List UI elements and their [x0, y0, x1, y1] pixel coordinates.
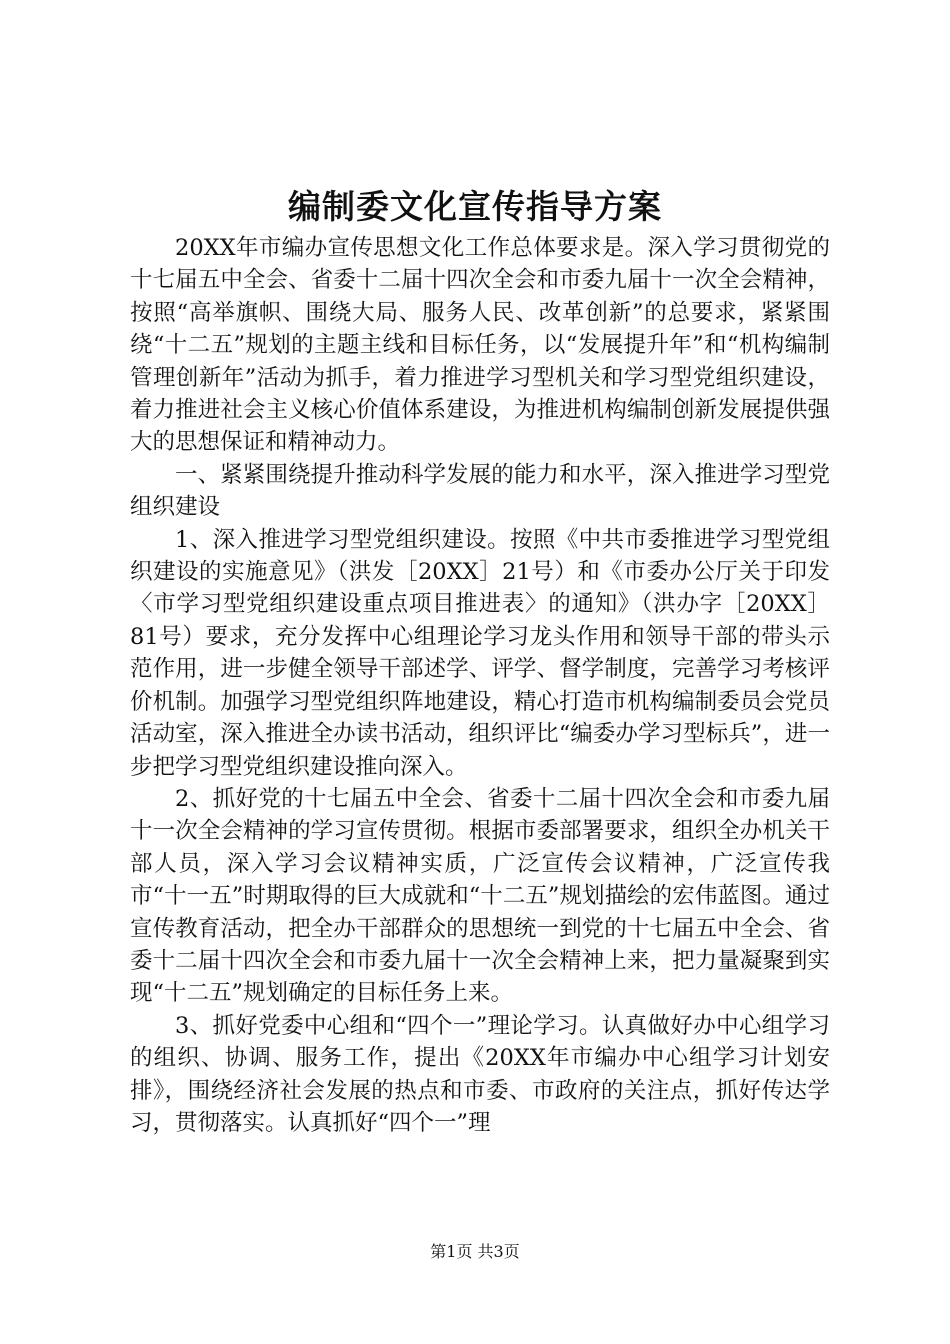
- paragraph-section-heading: 一、紧紧围绕提升推动科学发展的能力和水平，深入推进学习型党组织建设: [130, 461, 830, 521]
- page-footer: 第1页 共3页: [430, 1242, 520, 1261]
- paragraph-item-1: 1、深入推进学习型党组织建设。按照《中共市委推进学习型党组织建设的实施意见》（洪发［20XX］21号）和《市委办公厅关于印发〈市学习型党组织建设重点项目推进表〉的通知》（洪办字［20XX］81号）要求，充分发挥中心组理论学习龙头作用和领导干部的带头示范作用，进一步健全领导干部述学、评学、督学制度，完善学习考核评价机制。加强学习型党组织阵地建设，精心打造市机构编制委员会党员活动室，深入推进全办读书活动，组织评比“编委办学习型标兵”，进一步把学习型党组织建设推向深入。: [130, 526, 830, 780]
- paragraph-item-3: 3、抓好党委中心组和“四个一”理论学习。认真做好办中心组学习的组织、协调、服务工作，提出《20XX年市编办中心组学习计划安排》，围绕经济社会发展的热点和市委、市政府的关注点，抓好传达学习，贯彻落实。认真抓好“四个一”理: [130, 1012, 830, 1136]
- document-title: 编制委文化宣传指导方案: [288, 187, 662, 226]
- paragraph-intro: 20XX年市编办宣传思想文化工作总体要求是。深入学习贯彻党的十七届五中全会、省委十二届十四次全会和市委九届十一次全会精神，按照“高举旗帜、围绕大局、服务人民、改革创新”的总要求，紧紧围绕“十二五”规划的主题主线和目标任务，以“发展提升年”和“机构编制管理创新年”活动为抓手，着力推进学习型机关和学习型党组织建设，着力推进社会主义核心价值体系建设，为推进机构编制创新发展提供强大的思想保证和精神动力。: [130, 235, 830, 456]
- document-body: [130, 232, 830, 1139]
- paragraph-item-2: 2、抓好党的十七届五中全会、省委十二届十四次全会和市委九届十一次全会精神的学习宣传贯彻。根据市委部署要求，组织全办机关干部人员，深入学习会议精神实质，广泛宣传会议精神，广泛宣传我市“十一五”时期取得的巨大成就和“十二五”规划描绘的宏伟蓝图。通过宣传教育活动，把全办干部群众的思想统一到党的十七届五中全会、省委十二届十四次全会和市委九届十一次全会精神上来，把力量凝聚到实现“十二五”规划确定的目标任务上来。: [130, 785, 830, 1007]
